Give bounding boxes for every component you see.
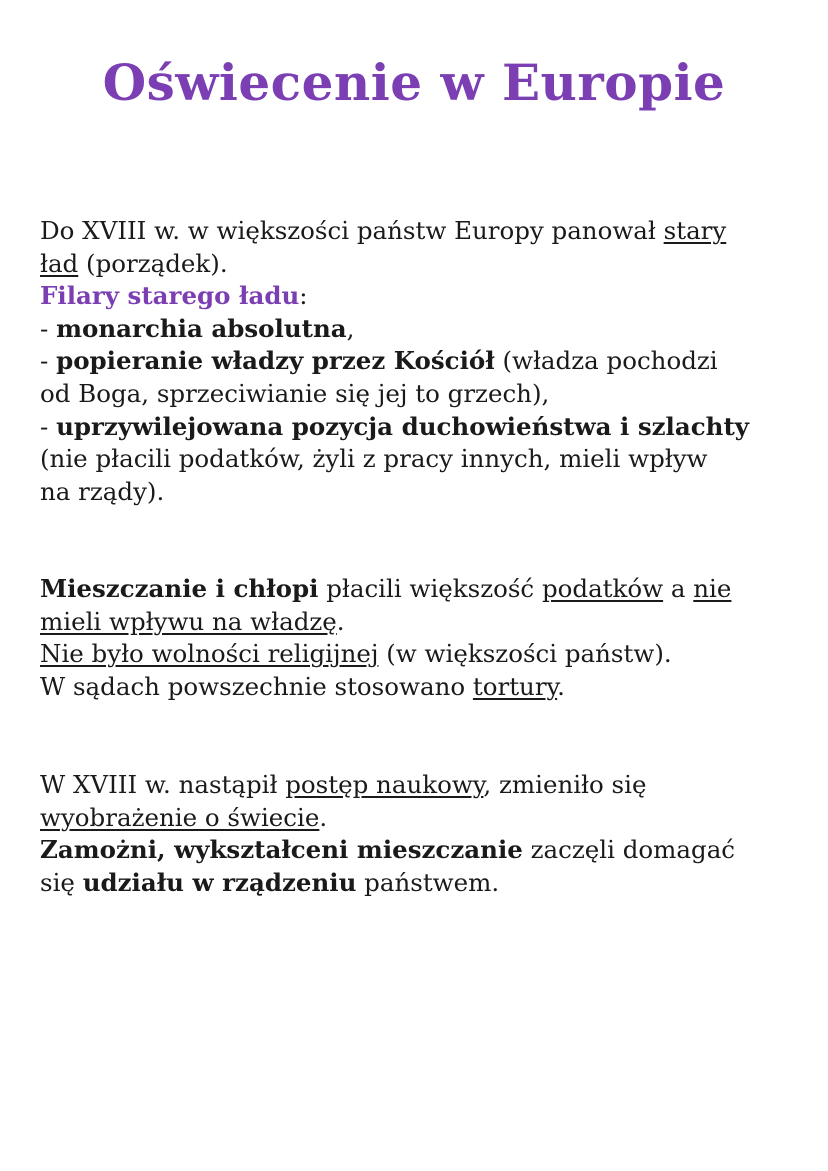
- text-span: :: [299, 281, 308, 311]
- bold-term: Zamożni, wykształceni mieszczanie: [40, 835, 523, 865]
- page-title: Oświecenie w Europie: [102, 53, 726, 112]
- underlined-term: podatków: [541, 574, 664, 603]
- text-span: na rządy).: [40, 476, 165, 506]
- text-span: (nie płacili podatków, żyli z pracy innych, mieli wpływ: [40, 444, 708, 474]
- text-line: [40, 671, 800, 704]
- text-span: W XVIII w. nastąpił: [40, 770, 286, 799]
- text-span: .: [557, 671, 565, 701]
- underlined-term: nie: [693, 574, 732, 603]
- section-society: [40, 573, 800, 703]
- text-span: W sądach powszechnie stosowano: [40, 671, 473, 701]
- text-span: państwem.: [356, 867, 500, 897]
- text-span: od Boga, sprzeciwianie się jej to grzech),: [40, 378, 550, 408]
- bullet-dash: -: [40, 313, 57, 343]
- section-old-order: [40, 215, 800, 508]
- bold-term: popieranie władzy przez Kościół: [56, 346, 495, 376]
- list-item: [40, 411, 800, 444]
- text-line: [40, 215, 800, 248]
- underlined-term: ład: [40, 248, 79, 278]
- bold-term: udziału w rządzeniu: [82, 867, 357, 897]
- bullet-dash: -: [40, 411, 57, 441]
- bullet-dash: -: [40, 346, 57, 376]
- section-progress: [40, 769, 800, 899]
- text-line: [40, 769, 800, 802]
- bold-term: Mieszczanie i chłopi: [40, 574, 319, 603]
- text-span: a: [663, 574, 694, 603]
- text-line: [40, 802, 800, 835]
- text-line: [40, 638, 800, 671]
- underlined-term: Nie było wolności religijnej: [40, 639, 379, 669]
- text-line: [40, 606, 800, 639]
- text-span: (w większości państw).: [378, 639, 672, 669]
- text-span: .: [319, 802, 328, 832]
- text-span: zaczęli domagać: [522, 835, 736, 865]
- text-line: [40, 573, 800, 606]
- text-line: [40, 280, 800, 313]
- text-line: [40, 443, 800, 476]
- text-span: Do XVIII w. w większości państw Europy panował: [40, 216, 664, 245]
- text-line: [40, 378, 800, 411]
- text-span: ,: [346, 313, 355, 343]
- bold-term: monarchia absolutna: [56, 313, 347, 343]
- underlined-term: postęp naukowy: [285, 770, 484, 799]
- highlighted-heading: Filary starego ładu: [40, 281, 300, 311]
- underlined-term: wyobrażenie o świecie: [40, 802, 320, 832]
- underlined-term: stary: [663, 216, 727, 245]
- list-item: [40, 313, 800, 346]
- text-span: płacili większość: [318, 574, 542, 603]
- text-span: się: [40, 867, 83, 897]
- text-span: , zmieniło się: [483, 770, 647, 799]
- bold-term: uprzywilejowana pozycja duchowieństwa i szlachty: [56, 411, 749, 441]
- list-item: [40, 345, 800, 378]
- underlined-term: tortury: [472, 671, 558, 701]
- text-span: (porządek).: [78, 248, 228, 278]
- text-line: [40, 867, 800, 900]
- text-span: .: [336, 606, 345, 636]
- text-line: [40, 248, 800, 281]
- underlined-term: mieli wpływu na władzę: [40, 606, 337, 636]
- text-line: [40, 476, 800, 509]
- text-span: (władza pochodzi: [494, 346, 718, 376]
- text-line: [40, 834, 800, 867]
